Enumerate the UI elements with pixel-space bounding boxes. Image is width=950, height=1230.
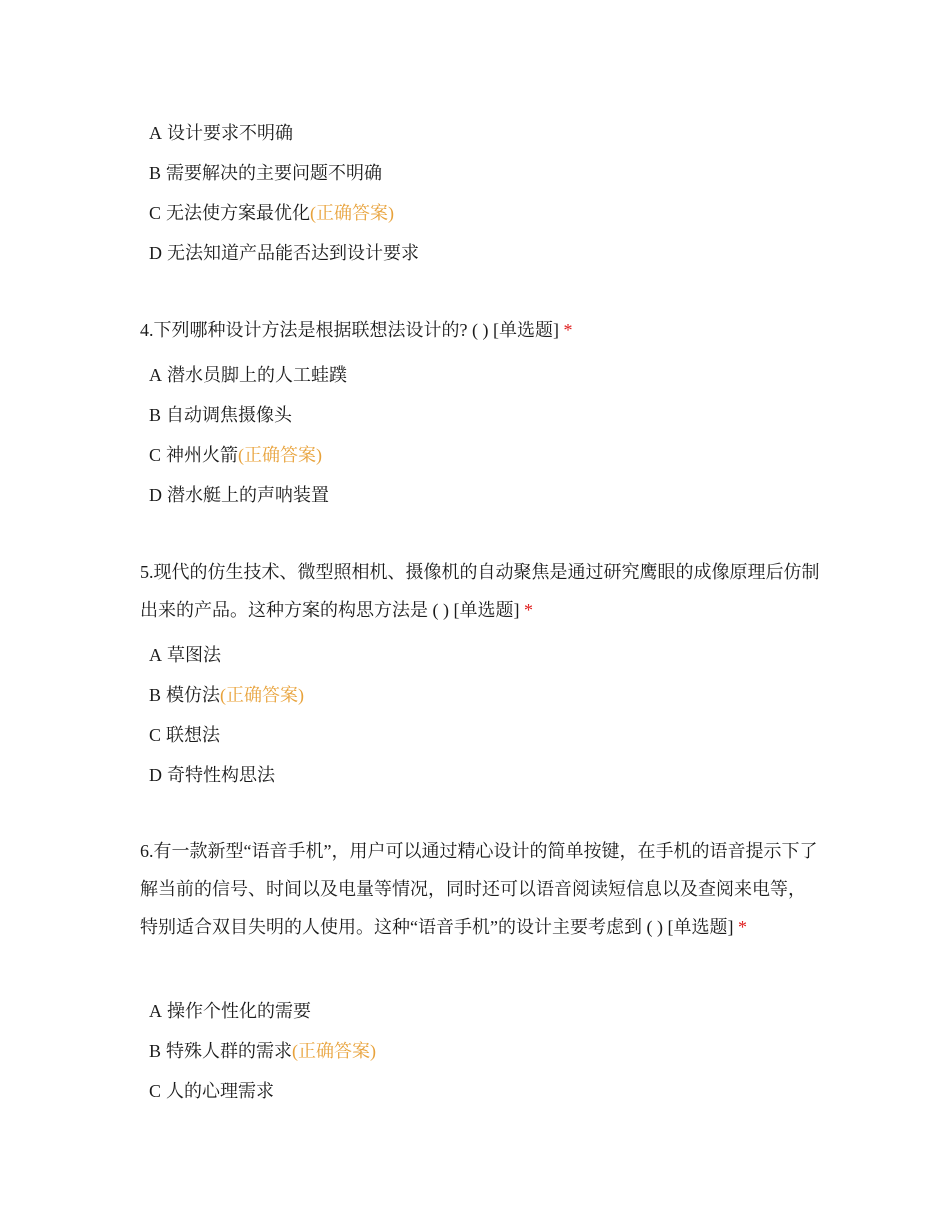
q6-option-b [149, 1039, 376, 1063]
correct-answer-marker: (正确答案) [238, 445, 323, 465]
option-letter: A [149, 365, 162, 385]
q5-option-a [149, 643, 221, 667]
q5-option-c [149, 723, 220, 747]
option-letter: D [149, 485, 162, 505]
option-letter: B [149, 685, 162, 705]
option-letter: B [149, 405, 162, 425]
q3-option-a [149, 121, 293, 145]
question-text: 5.现代的仿生技术、微型照相机、摄像机的自动聚焦是通过研究鹰眼的成像原理后仿制出来的产品。这种方案的构思方法是 ( ) [单选题] [140, 562, 820, 620]
q5-question [140, 553, 820, 629]
option-letter: B [149, 1041, 162, 1061]
option-letter: B [149, 163, 162, 183]
option-text: 模仿法 [166, 685, 221, 705]
required-marker: * [737, 917, 747, 937]
option-text: 联想法 [166, 725, 221, 745]
q5-option-d [149, 763, 275, 787]
q4-option-d [149, 483, 329, 507]
q6-question [140, 832, 820, 946]
q5-option-b [149, 683, 304, 707]
q3-option-d [149, 241, 419, 265]
option-text: 神州火箭 [166, 445, 239, 465]
q4-question [140, 311, 820, 349]
q6-option-c [149, 1079, 274, 1103]
q4-option-a [149, 363, 347, 387]
correct-answer-marker: (正确答案) [292, 1041, 377, 1061]
option-letter: D [149, 765, 162, 785]
required-marker: * [563, 320, 573, 340]
q3-option-c [149, 201, 394, 225]
q4-option-b [149, 403, 292, 427]
option-text: 设计要求不明确 [167, 123, 293, 143]
q6-option-a [149, 999, 311, 1023]
option-text: 特殊人群的需求 [166, 1041, 293, 1061]
q3-option-b [149, 161, 382, 185]
option-text: 需要解决的主要问题不明确 [166, 163, 383, 183]
option-letter: A [149, 1001, 162, 1021]
option-text: 自动调焦摄像头 [166, 405, 293, 425]
question-text: 6.有一款新型“语音手机”，用户可以通过精心设计的简单按键，在手机的语音提示下了解当前的信号、时间以及电量等情况，同时还可以语音阅读短信息以及查阅来电等，特别适合双目失明的人使用。这种“语音手机”的设计主要考虑到 ( ) [单选题] [140, 841, 818, 937]
option-letter: D [149, 243, 162, 263]
option-letter: C [149, 445, 162, 465]
option-letter: C [149, 1081, 162, 1101]
option-text: 潜水员脚上的人工蛙蹼 [167, 365, 347, 385]
question-text: 4.下列哪种设计方法是根据联想法设计的? ( ) [单选题] [140, 320, 559, 340]
option-letter: C [149, 725, 162, 745]
option-letter: A [149, 123, 162, 143]
q4-option-c [149, 443, 322, 467]
required-marker: * [523, 600, 533, 620]
option-text: 无法使方案最优化 [166, 203, 311, 223]
correct-answer-marker: (正确答案) [220, 685, 305, 705]
option-text: 操作个性化的需要 [167, 1001, 311, 1021]
option-text: 奇特性构思法 [167, 765, 275, 785]
option-letter: A [149, 645, 162, 665]
option-text: 人的心理需求 [166, 1081, 275, 1101]
option-letter: C [149, 203, 162, 223]
correct-answer-marker: (正确答案) [310, 203, 395, 223]
option-text: 潜水艇上的声呐装置 [167, 485, 329, 505]
option-text: 草图法 [167, 645, 221, 665]
option-text: 无法知道产品能否达到设计要求 [167, 243, 419, 263]
